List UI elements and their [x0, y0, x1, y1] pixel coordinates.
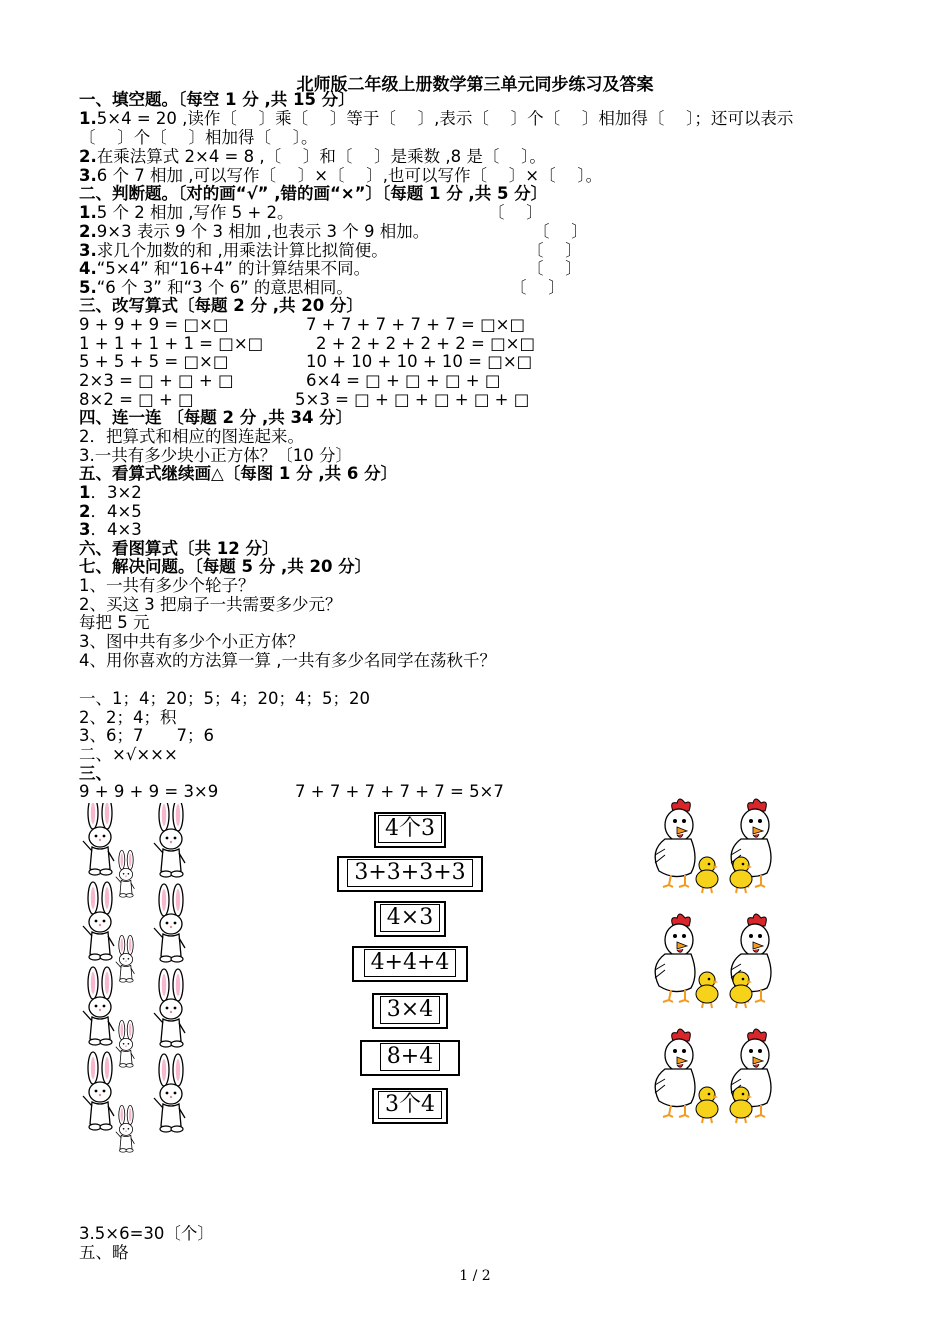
answer-line: 一、1；4；20；5；4；20；4；5；20 [79, 689, 370, 708]
match-box-label: 4×3 [380, 904, 440, 932]
match-box-label: 4+4+4 [364, 949, 457, 977]
s2-item-num: 2. [79, 222, 97, 241]
section2-heading: 二、判断题。〔对的画“√” ,错的画“×”〕〔每题 1 分 ,共 5 分〕 [79, 184, 548, 203]
s4-line: 2．把算式和相应的图连起来。 [79, 427, 304, 446]
s1-q1-text: 5×4 = 20 ,读作〔 〕乘〔 〕等于〔 〕,表示〔 〕个〔 〕相加得〔 〕；还可以表示 [96, 109, 794, 128]
match-box-label: 3个4 [378, 1091, 442, 1119]
answer-line: 9 + 9 + 9 = 3×9 [79, 782, 219, 801]
s2-item-num: 1. [79, 203, 97, 222]
section3-heading: 三、改写算式〔每题 2 分 ,共 20 分〕 [79, 296, 363, 315]
s7-line: 1、一共有多少个轮子？ [79, 576, 255, 595]
s1-question-2 [79, 147, 546, 166]
match-box-label: 3×4 [380, 996, 440, 1024]
match-box-label: 8+4 [380, 1043, 440, 1071]
s3-right-eq: 5×3 = □ + □ + □ + □ + □ [295, 390, 530, 409]
s2-item-blank: 〔 〕 [510, 278, 565, 297]
answer-line: 五、略 [79, 1243, 129, 1262]
match-box [352, 946, 468, 982]
s1-question-1 [79, 109, 793, 128]
s5-item-text: ．4×3 [90, 520, 142, 539]
s2-item-num: 5. [79, 278, 97, 297]
s1-question-1-cont: 〔 〕个〔 〕相加得〔 〕。 [79, 128, 318, 147]
s5-item [79, 483, 142, 502]
s1-q3-text: 6 个 7 相加 ,可以写作〔 〕×〔 〕,也可以写作〔 〕×〔 〕。 [96, 166, 603, 185]
s2-item [79, 278, 353, 297]
s3-left-eq: 8×2 = □ + □ [79, 390, 194, 409]
section1-heading: 一、填空题。〔每空 1 分 ,共 15 分〕 [79, 90, 355, 109]
s5-item-text: ．3×2 [90, 483, 142, 502]
s3-left-eq: 9 + 9 + 9 = □×□ [79, 315, 229, 334]
s1-q1-num: 1. [79, 109, 97, 128]
s5-item [79, 520, 142, 539]
rabbits-illustration [78, 803, 198, 1153]
s2-item [79, 259, 370, 278]
answer-line: 3、6；7 7；6 [79, 726, 214, 745]
s2-item-text: “5×4” 和“16+4” 的计算结果不同。 [96, 259, 371, 278]
s3-right-eq: 10 + 10 + 10 + 10 = □×□ [306, 352, 533, 371]
s1-q3-num: 3. [79, 166, 97, 185]
s7-line: 2、买这 3 把扇子一共需要多少元？ [79, 595, 342, 614]
s5-item-num: 2 [79, 502, 91, 521]
s2-item [79, 222, 429, 241]
match-box-label: 3+3+3+3 [347, 859, 472, 887]
s1-q2-num: 2. [79, 147, 97, 166]
hens-and-chicks-illustration [645, 795, 795, 1125]
s2-item-blank: 〔 〕 [533, 222, 588, 241]
s2-item-blank: 〔 〕 [527, 241, 582, 260]
section6-heading: 六、看图算式〔共 12 分〕 [79, 539, 279, 558]
match-box [337, 856, 483, 892]
match-box-label: 4个3 [378, 815, 442, 843]
s2-item-text: 求几个加数的和 ,用乘法计算比拟简便。 [96, 241, 388, 260]
page-number: 1 / 2 [459, 1268, 491, 1284]
section7-heading: 七、解决问题。〔每题 5 分 ,共 20 分〕 [79, 557, 372, 576]
s7-line: 3、图中共有多少个小正方体？ [79, 632, 304, 651]
answer-line: 2、2；4；积 [79, 708, 177, 727]
s1-question-3 [79, 166, 602, 185]
s3-right-eq: 2 + 2 + 2 + 2 + 2 = □×□ [316, 334, 536, 353]
s2-item-num: 3. [79, 241, 97, 260]
s3-left-eq: 1 + 1 + 1 + 1 = □×□ [79, 334, 264, 353]
section5-heading: 五、看算式继续画△〔每图 1 分 ,共 6 分〕 [79, 464, 398, 483]
section4-heading: 四、连一连 〔每题 2 分 ,共 34 分〕 [79, 408, 353, 427]
answer-line: 三、 [79, 764, 112, 783]
s2-item-text: 9×3 表示 9 个 3 相加 ,也表示 3 个 9 相加。 [96, 222, 430, 241]
s2-item-blank: 〔 〕 [527, 259, 582, 278]
s4-line: 3.一共有多少块小正方体？〔10 分〕 [79, 446, 352, 465]
match-box [374, 812, 446, 848]
answer-line: 二、×√××× [79, 745, 178, 764]
s1-q2-text: 在乘法算式 2×4 = 8 ,〔 〕和〔 〕是乘数 ,8 是〔 〕。 [96, 147, 546, 166]
answer-line: 7 + 7 + 7 + 7 + 7 = 5×7 [295, 782, 504, 801]
s7-line: 4、用你喜欢的方法算一算 ,一共有多少名同学在荡秋千？ [79, 651, 496, 670]
s2-item-blank: 〔 〕 [488, 203, 543, 222]
answer-line: 3.5×6=30〔个〕 [79, 1224, 214, 1243]
s3-right-eq: 6×4 = □ + □ + □ + □ [306, 371, 501, 390]
s2-item [79, 241, 388, 260]
s5-item-num: 3 [79, 520, 91, 539]
match-box [374, 901, 446, 937]
s2-item-text: 5 个 2 相加 ,写作 5 + 2。 [96, 203, 294, 222]
s2-item [79, 203, 294, 222]
s3-left-eq: 2×3 = □ + □ + □ [79, 371, 234, 390]
s3-left-eq: 5 + 5 + 5 = □×□ [79, 352, 229, 371]
s2-item-num: 4. [79, 259, 97, 278]
s7-line: 每把 5 元 [79, 613, 150, 632]
match-box [372, 1088, 448, 1124]
s5-item-text: ．4×5 [90, 502, 142, 521]
s5-item-num: 1 [79, 483, 91, 502]
s5-item [79, 502, 142, 521]
s3-right-eq: 7 + 7 + 7 + 7 + 7 = □×□ [306, 315, 526, 334]
match-box [372, 993, 448, 1029]
page-title: 北师版二年级上册数学第三单元同步练习及答案 [296, 75, 654, 95]
s2-item-text: “6 个 3” 和“3 个 6” 的意思相同。 [96, 278, 353, 297]
match-box [360, 1040, 460, 1076]
